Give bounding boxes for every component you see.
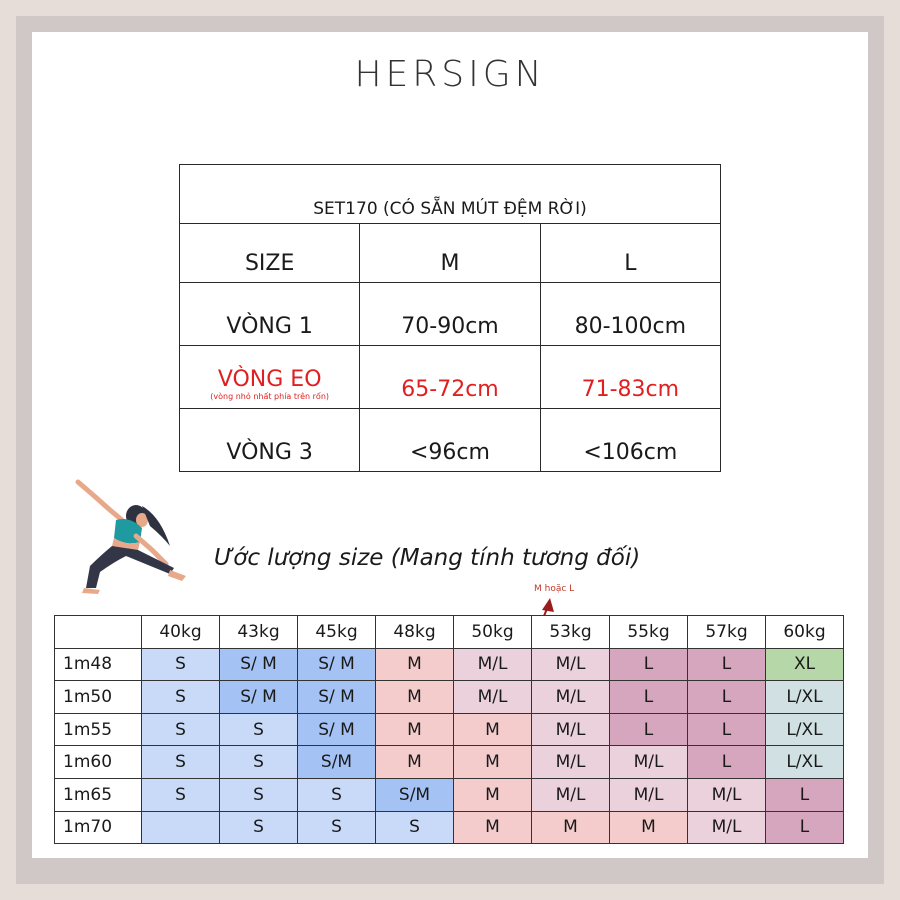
weight-header: 43kg <box>220 616 298 649</box>
size-cell <box>142 811 220 844</box>
size-cell: L/XL <box>766 746 844 779</box>
size-cell: M <box>454 713 532 746</box>
size-cell: S/M <box>376 778 454 811</box>
size-cell: S/M <box>298 746 376 779</box>
size-cell: L <box>766 811 844 844</box>
size-cell: M/L <box>532 648 610 681</box>
grid-row <box>55 778 844 811</box>
size-cell: L <box>610 681 688 714</box>
weight-header: 53kg <box>532 616 610 649</box>
size-cell: L <box>688 713 766 746</box>
measure-vong3-l: <106cm <box>540 409 720 472</box>
height-header: 1m48 <box>55 648 142 681</box>
height-header: 1m60 <box>55 746 142 779</box>
grid-row <box>55 713 844 746</box>
grid-row <box>55 648 844 681</box>
size-cell: S <box>142 681 220 714</box>
size-cell: L <box>688 681 766 714</box>
size-cell: M <box>376 648 454 681</box>
grid-row <box>55 681 844 714</box>
size-cell: M/L <box>532 778 610 811</box>
size-cell: M <box>532 811 610 844</box>
grid-corner-cell <box>55 616 142 649</box>
height-header: 1m55 <box>55 713 142 746</box>
size-cell: L/XL <box>766 713 844 746</box>
size-cell: M <box>376 746 454 779</box>
measure-label-vong3: VÒNG 3 <box>180 409 360 472</box>
weight-header: 45kg <box>298 616 376 649</box>
size-cell: S <box>142 648 220 681</box>
measure-vong1-m: 70-90cm <box>360 283 540 346</box>
size-cell: S <box>220 811 298 844</box>
size-table-title: SET170 (CÓ SẴN MÚT ĐỆM RỜI) <box>180 165 721 224</box>
size-cell: S/ M <box>220 648 298 681</box>
size-cell: M <box>454 811 532 844</box>
measure-vong1-l: 80-100cm <box>540 283 720 346</box>
size-cell: S/ M <box>298 648 376 681</box>
annotation-m-or-l: M hoặc L <box>534 584 575 594</box>
size-cell: S/ M <box>298 713 376 746</box>
size-cell: S <box>220 713 298 746</box>
size-cell: S <box>376 811 454 844</box>
size-cell: M <box>376 713 454 746</box>
yoga-figure-illustration <box>70 476 200 596</box>
weight-header: 50kg <box>454 616 532 649</box>
size-cell: S <box>220 746 298 779</box>
size-cell: L <box>766 778 844 811</box>
size-cell: M/L <box>610 746 688 779</box>
measure-label-vongeo <box>180 346 360 409</box>
measure-vongeo-l: 71-83cm <box>540 346 720 409</box>
weight-header: 57kg <box>688 616 766 649</box>
size-table <box>179 164 721 472</box>
brand-logo: HERSIGN <box>354 54 546 95</box>
size-cell: XL <box>766 648 844 681</box>
measure-vong3-m: <96cm <box>360 409 540 472</box>
vongeo-note-text: (vòng nhỏ nhất phía trên rốn) <box>210 392 330 401</box>
size-cell: S <box>298 811 376 844</box>
height-header: 1m65 <box>55 778 142 811</box>
size-cell: L <box>610 713 688 746</box>
size-cell: S/ M <box>298 681 376 714</box>
size-cell: L <box>688 746 766 779</box>
size-header-label: SIZE <box>180 224 360 283</box>
grid-row <box>55 746 844 779</box>
size-cell: L <box>688 648 766 681</box>
size-cell: M/L <box>532 746 610 779</box>
size-cell: M/L <box>688 778 766 811</box>
weight-header: 40kg <box>142 616 220 649</box>
size-cell: M <box>454 746 532 779</box>
size-cell: S <box>220 778 298 811</box>
height-header: 1m70 <box>55 811 142 844</box>
size-cell: L <box>610 648 688 681</box>
size-cell: M/L <box>532 681 610 714</box>
size-cell: L/XL <box>766 681 844 714</box>
estimate-title: Ước lượng size (Mang tính tương đối) <box>214 545 641 571</box>
size-cell: M <box>454 778 532 811</box>
size-estimate-grid <box>54 615 844 844</box>
size-cell: M <box>376 681 454 714</box>
grid-row <box>55 811 844 844</box>
size-cell: M/L <box>532 713 610 746</box>
size-header-l: L <box>540 224 720 283</box>
size-cell: S <box>298 778 376 811</box>
size-cell: M/L <box>454 681 532 714</box>
size-cell: M/L <box>688 811 766 844</box>
size-cell: S <box>142 778 220 811</box>
vongeo-label-text: VÒNG EO <box>217 367 322 392</box>
height-header: 1m50 <box>55 681 142 714</box>
size-cell: S/ M <box>220 681 298 714</box>
weight-header: 48kg <box>376 616 454 649</box>
size-cell: S <box>142 746 220 779</box>
weight-header: 60kg <box>766 616 844 649</box>
size-cell: M/L <box>610 778 688 811</box>
measure-vongeo-m: 65-72cm <box>360 346 540 409</box>
size-cell: S <box>142 713 220 746</box>
size-header-m: M <box>360 224 540 283</box>
size-cell: M/L <box>454 648 532 681</box>
weight-header: 55kg <box>610 616 688 649</box>
size-cell: M <box>610 811 688 844</box>
measure-label-vong1: VÒNG 1 <box>180 283 360 346</box>
